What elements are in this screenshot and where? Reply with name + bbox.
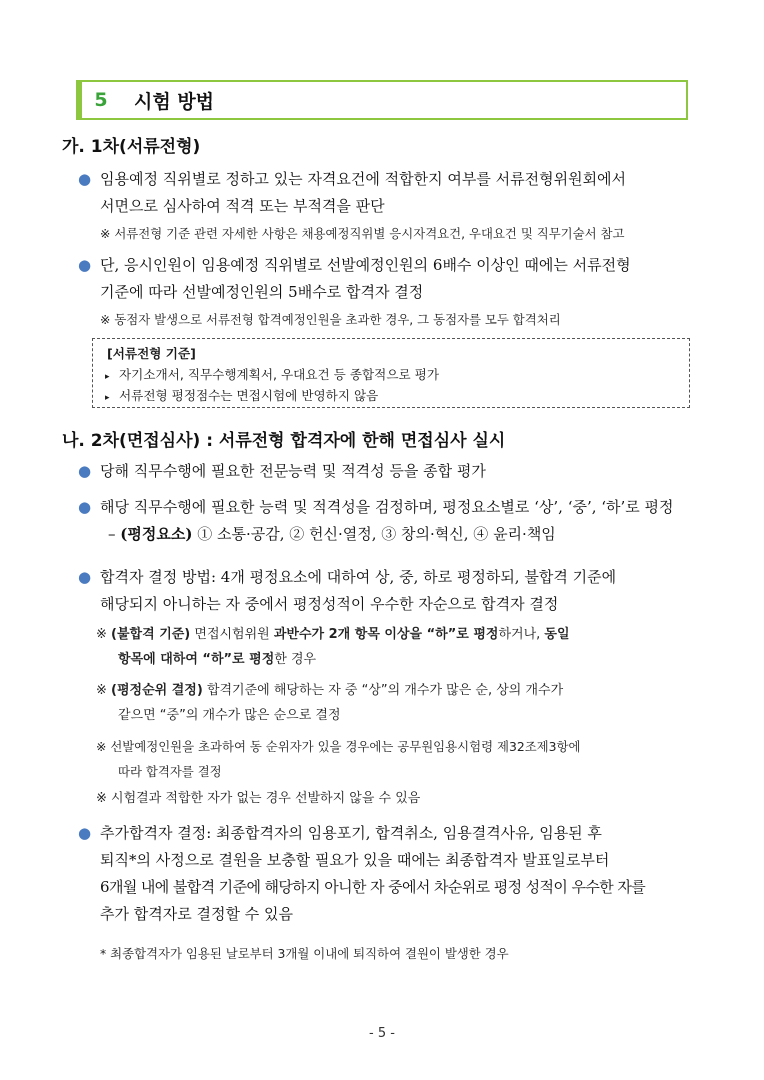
part-a-bullet-2 <box>78 252 694 306</box>
bullet-dot-icon: ● <box>78 170 92 188</box>
paragraph-line: 서면으로 심사하여 적격 또는 부적격을 판단 <box>100 197 385 215</box>
bullet-dot-icon: ● <box>78 568 92 586</box>
paragraph-line: 당해 직무수행에 필요한 전문능력 및 적격성 등을 종합 평가 <box>100 462 486 480</box>
part-b-bullet-4 <box>78 820 694 928</box>
bullet-dot-icon: ● <box>78 462 92 480</box>
evaluation-factors-label: (평정요소) <box>120 525 193 543</box>
part-b-bullet-2 <box>78 494 694 548</box>
part-a-heading: 가. 1차(서류전형) <box>62 137 201 157</box>
tie-note: ※ 선발예정인원을 초과하여 동 순위자가 있을 경우에는 공무원임용시험령 제32조제3항에 따라 합격자를 결정 <box>96 739 581 779</box>
paragraph-line: 해당 직무수행에 필요한 능력 및 적격성을 검정하며, 평정요소별로 ‘상’, ‘중’, ‘하’로 평정 <box>100 498 674 516</box>
paragraph-line: 기준에 따라 선발예정인원의 5배수로 합격자 결정 <box>100 283 424 301</box>
bullet-dot-icon: ● <box>78 256 92 274</box>
part-b-heading: 나. 2차(면접심사) : 서류전형 합격자에 한해 면접심사 실시 <box>62 431 506 451</box>
part-a-bullet-1 <box>78 166 694 220</box>
bullet-dot-icon: ● <box>78 824 92 842</box>
criteria-box <box>92 338 690 408</box>
bullet-dot-icon: ● <box>78 498 92 516</box>
section-header <box>76 80 688 120</box>
criteria-box-title: [서류전형 기준] <box>107 346 196 361</box>
criteria-item: ▸ 자기소개서, 직무수행계획서, 우대요건 등 종합적으로 평가 <box>105 367 439 382</box>
section-number: 5 <box>82 82 120 118</box>
arrow-right-icon: ▸ <box>105 372 110 382</box>
paragraph-line: 임용예정 직위별로 정하고 있는 자격요건에 적합한지 여부를 서류전형위원회에서 <box>100 170 627 188</box>
paragraph-line: 추가합격자 결정: 최종합격자의 임용포기, 합격취소, 임용결격사유, 임용된 후 <box>100 824 602 842</box>
part-a-note-1: ※ 서류전형 기준 관련 자세한 사항은 채용예정직위별 응시자격요건, 우대요건 및 직무기술서 참고 <box>100 226 625 241</box>
part-b-bullet-1 <box>78 458 694 485</box>
paragraph-line: 합격자 결정 방법: 4개 평정요소에 대하여 상, 중, 하로 평정하되, 불합격 기준에 <box>100 568 617 586</box>
section-title: 시험 방법 <box>134 90 215 113</box>
footnote: * 최종합격자가 임용된 날로부터 3개월 이내에 퇴직하여 결원이 발생한 경우 <box>100 946 509 961</box>
paragraph-line: 단, 응시인원이 임용예정 직위별로 선발예정인원의 6배수 이상인 때에는 서류전형 <box>100 256 631 274</box>
no-match-note: ※ 시험결과 적합한 자가 없는 경우 선발하지 않을 수 있음 <box>96 791 421 806</box>
paragraph-line: – (평정요소) ① 소통·공감, ② 헌신·열정, ③ 창의·혁신, ④ 윤리·책임 <box>108 525 556 543</box>
fail-criteria-note: ※ (불합격 기준) 면접시험위원 과반수가 2개 항목 이상을 “하”로 평정하거나, 동일 항목에 대하여 “하”로 평정한 경우 <box>96 627 570 667</box>
paragraph-line: 퇴직*의 사정으로 결원을 보충할 필요가 있을 때에는 최종합격자 발표일로부터 <box>100 851 610 869</box>
paragraph-line: 6개월 내에 불합격 기준에 해당하지 아니한 자 중에서 차순위로 평정 성적이 우수한 자를 <box>100 878 646 896</box>
paragraph-line: 해당되지 아니하는 자 중에서 평정성적이 우수한 자순으로 합격자 결정 <box>100 595 559 613</box>
paragraph-line: 추가 합격자로 결정할 수 있음 <box>100 905 293 923</box>
arrow-right-icon: ▸ <box>105 393 110 403</box>
part-b-bullet-3 <box>78 564 694 618</box>
ranking-note: ※ (평정순위 결정) 합격기준에 해당하는 자 중 “상”의 개수가 많은 순, 상의 개수가 같으면 “중”의 개수가 많은 순으로 결정 <box>96 683 564 723</box>
part-a-note-2: ※ 동점자 발생으로 서류전형 합격예정인원을 초과한 경우, 그 동점자를 모두 합격처리 <box>100 312 561 327</box>
page-number: - 5 - <box>369 1026 395 1041</box>
criteria-item: ▸ 서류전형 평정점수는 면접시험에 반영하지 않음 <box>105 388 379 403</box>
